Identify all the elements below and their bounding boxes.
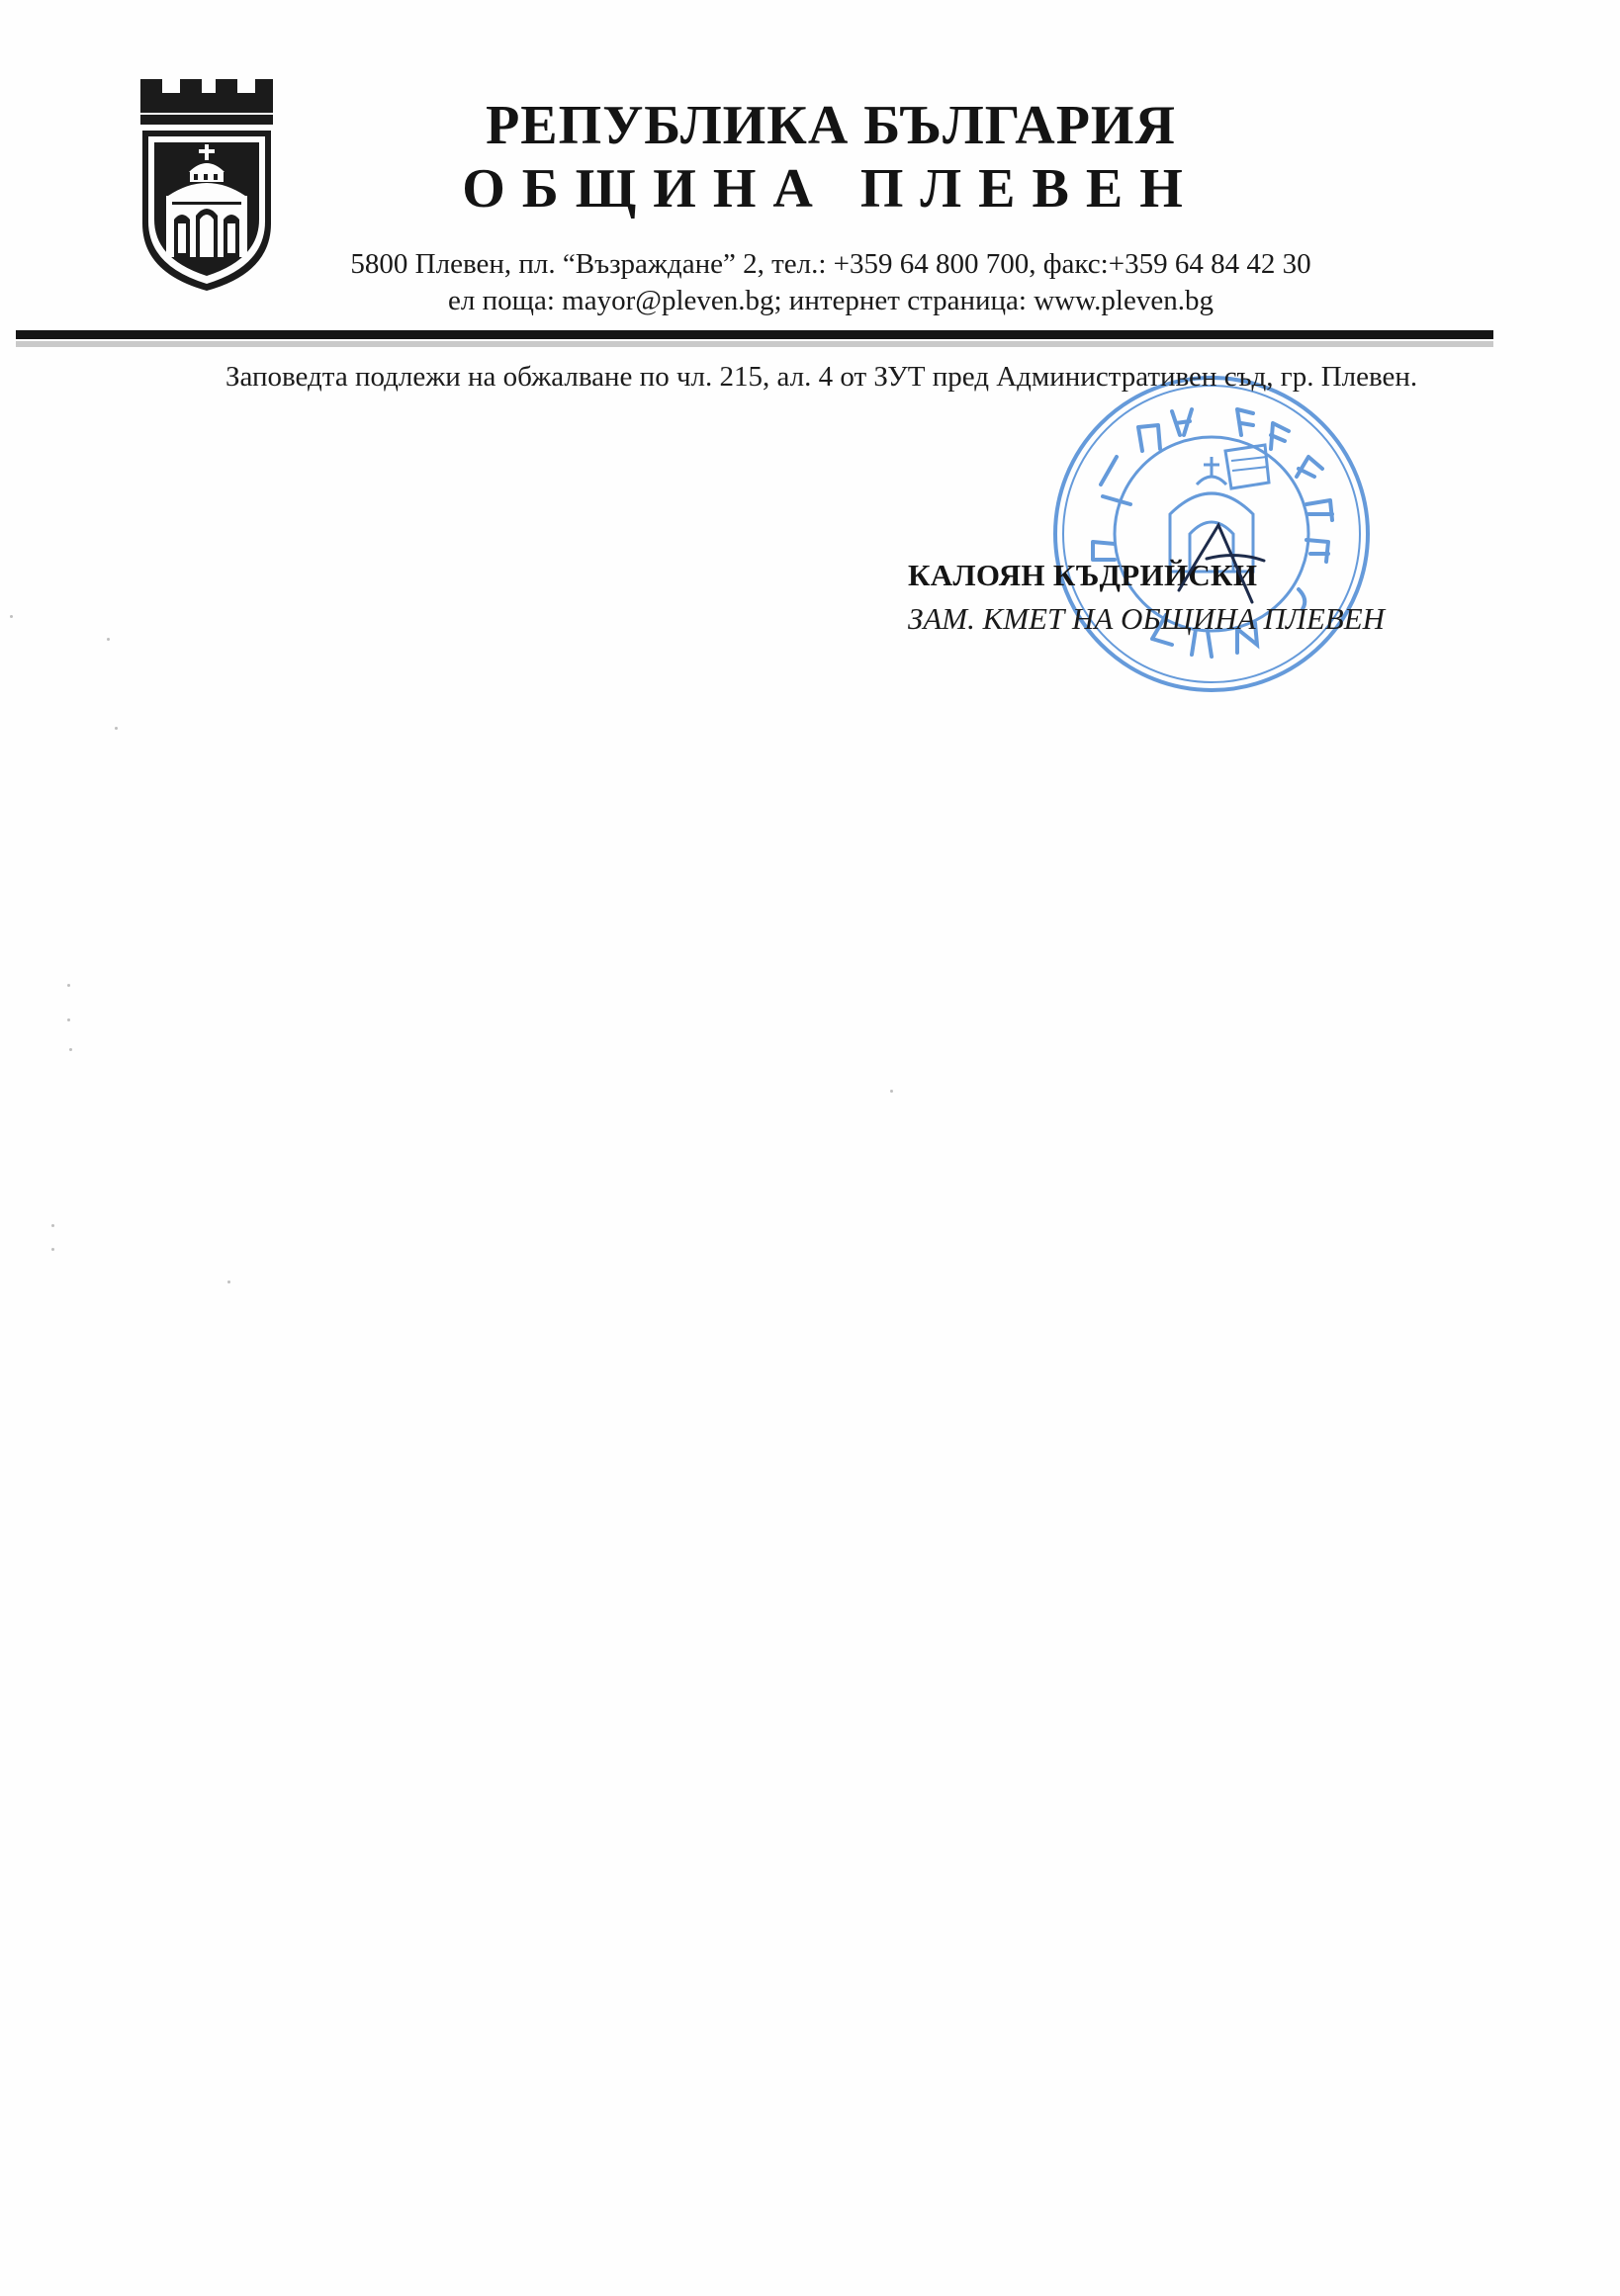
signatory-name: КАЛОЯН КЪДРИЙСКИ — [908, 558, 1258, 592]
letterhead-divider — [16, 330, 1493, 339]
scan-speck — [115, 727, 118, 730]
scan-speck — [67, 1018, 70, 1021]
appeal-paragraph-text: Заповедта подлежи на обжалване по чл. 215, ал. 4 от ЗУТ пред Административен съд, гр. Плевен. — [225, 361, 1418, 393]
letterhead-contacts: ел поща: mayor@pleven.bg; интернет страница: www.pleven.bg — [448, 285, 1214, 316]
scan-speck — [51, 1224, 54, 1227]
scan-speck — [107, 638, 110, 641]
pleven-coat-of-arms-icon — [135, 75, 279, 295]
scan-speck — [10, 615, 13, 618]
scan-speck — [51, 1248, 54, 1251]
signatory-title: ЗАМ. КМЕТ НА ОБЩИНА ПЛЕВЕН — [908, 601, 1386, 636]
scan-speck — [69, 1048, 72, 1051]
scan-speck — [67, 984, 70, 987]
letterhead-subtitle: ОБЩИНА ПЛЕВЕН — [462, 158, 1200, 220]
handwritten-signature-icon — [1167, 499, 1276, 608]
scan-speck — [227, 1280, 230, 1283]
scan-speck — [890, 1090, 893, 1093]
letterhead-title: РЕПУБЛИКА БЪЛГАРИЯ — [486, 95, 1176, 156]
letterhead-address: 5800 Плевен, пл. “Възраждане” 2, тел.: +359 64 800 700, факс:+359 64 84 42 30 — [350, 248, 1311, 280]
letterhead-divider-shadow — [16, 341, 1493, 347]
appeal-paragraph — [127, 354, 1511, 400]
